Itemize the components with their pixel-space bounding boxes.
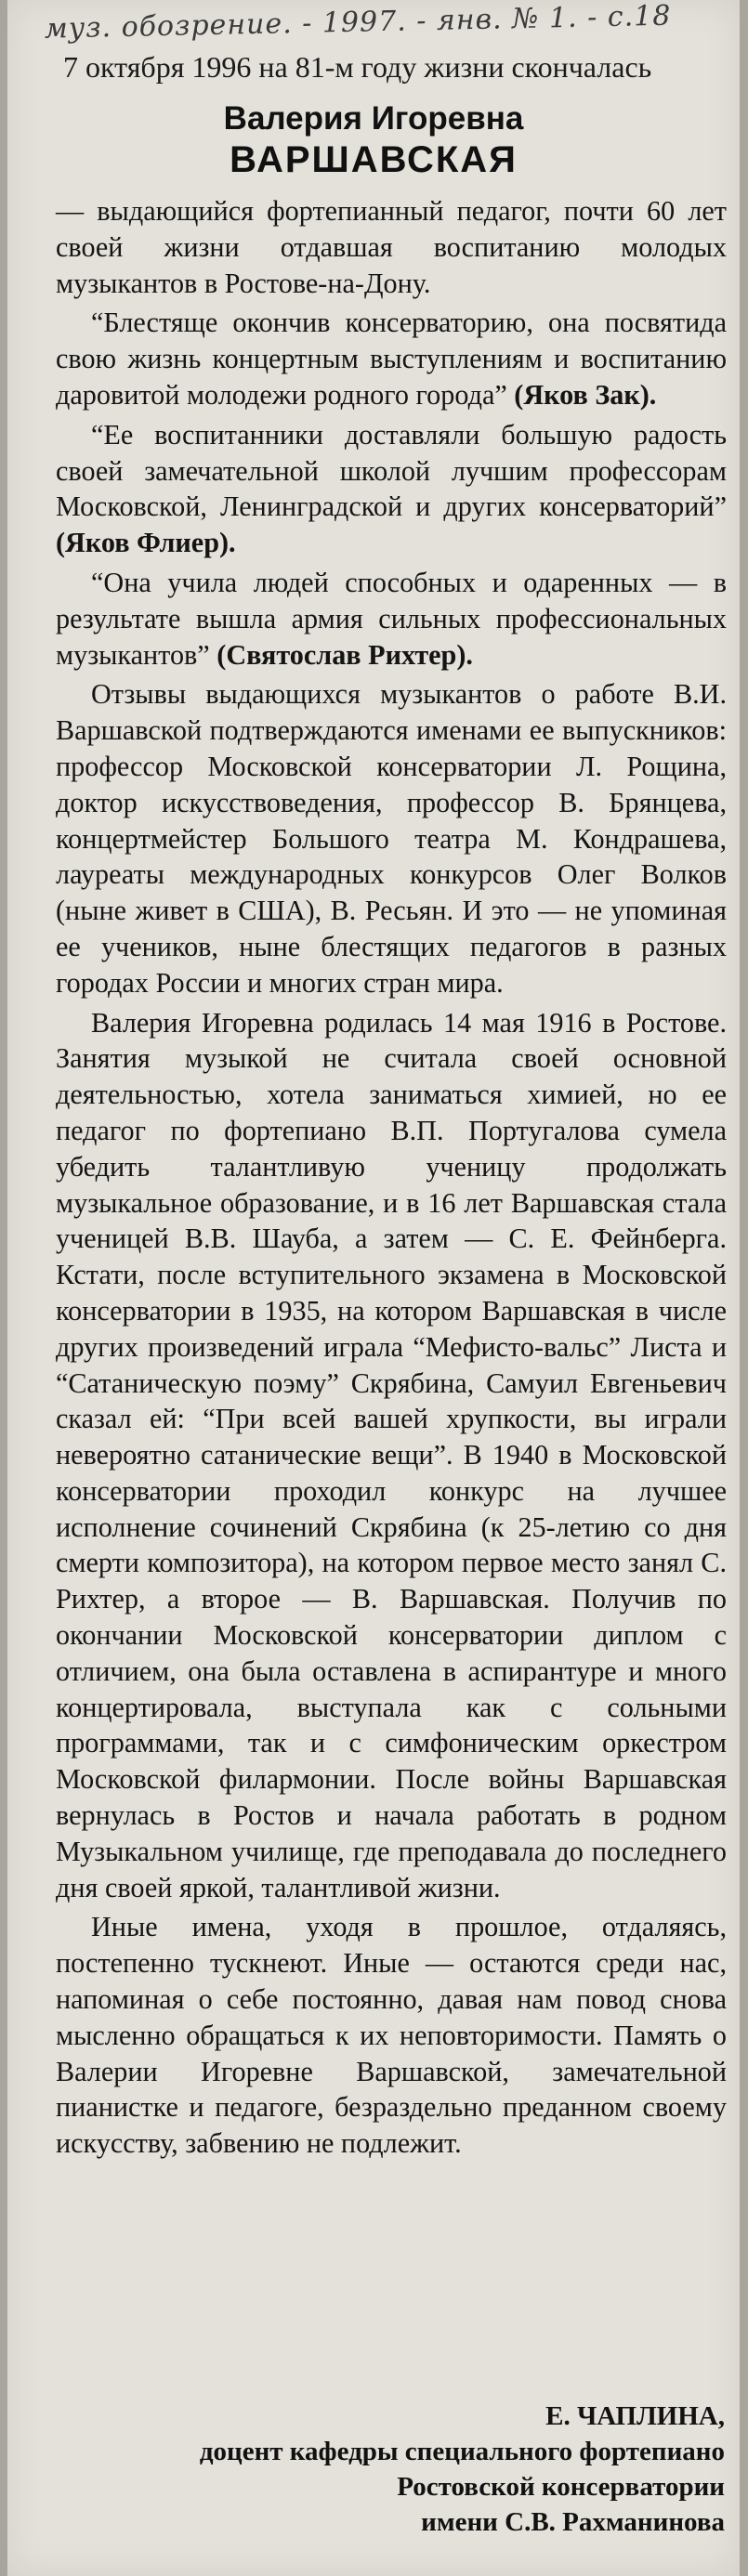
page-edge-left <box>0 0 7 2576</box>
page-edge-right <box>740 0 748 2576</box>
obituary-intro: 7 октября 1996 на 81-м году жизни скончалась <box>63 50 652 84</box>
article-body <box>56 193 727 2162</box>
quote-zak <box>56 305 727 412</box>
paragraph-intro: — выдающийся фортепианный педагог, почти 60 лет своей жизни отдавшая воспитанию молодых музыкантов в Ростове-на-Дону. <box>56 195 727 299</box>
person-first-name: Валерия Игоревна <box>223 100 524 137</box>
quote-text: “Блестяще окончив консерваторию, она посвятида свою жизнь концертным выступлениям и воспитанию даровитой молодежи родного города” <box>56 307 727 411</box>
author-title-line-3: имени С.В. Рахманинова <box>421 2507 725 2537</box>
author-title-line-2: Ростовской консерватории <box>397 2472 725 2502</box>
quote-text: “Она учила людей способных и одаренных — в результате вышла армия сильных профессиональных музыкантов” <box>56 566 727 671</box>
handwritten-source-note: муз. обозрение. - 1997. - янв. № 1. - с.18 <box>44 0 672 46</box>
author-name: Е. ЧАПЛИНА, <box>545 2401 725 2431</box>
quote-author: (Яков Зак). <box>514 378 657 411</box>
quote-flier <box>56 417 727 561</box>
signature-block <box>45 2399 725 2540</box>
quote-author: (Святослав Рихтер). <box>217 638 473 671</box>
quote-richter <box>56 565 727 673</box>
newspaper-clipping <box>7 0 740 2576</box>
person-last-name: ВАРШАВСКАЯ <box>230 139 518 180</box>
paragraph-final: Иные имена, уходя в прошлое, отдаляясь, постепенно тускнеют. Иные — остаются среди нас, напоминая о себе постоянно, давая нам повод снова мысленно обращаться к их неповторимости. Память о Валерии Игоревне Варшавской, замечательной пианистке и педагоге, безраздельно преданном своему искусству, забвению не подлежит. <box>56 1911 727 2160</box>
paragraph-reviews: Отзывы выдающихся музыкантов о работе В.И. Варшавской подтверждаются именами ее выпускников: профессор Московской консерватории Л. Рощина, доктор искусствоведения, профессор В. Брянцева, концертмейстер Большого театра М. Кондрашева, лауреаты международных конкурсов Олег Волков (ныне живет в США), В. Ресьян. И это — не упоминая ее учеников, ныне блестящих педагогов в разных городах России и многих стран мира. <box>56 678 727 999</box>
quote-author: (Яков Флиер). <box>56 527 236 559</box>
author-title-line-1: доцент кафедры специального фортепиано <box>199 2437 725 2466</box>
quote-text: “Ее воспитанники доставляли большую радость своей замечательной школой лучшим профессорам Московской, Ленинградской и других консерваторий” <box>56 418 727 523</box>
paragraph-biography: Валерия Игоревна родилась 14 мая 1916 в Ростове. Занятия музыкой не считала своей основной деятельностью, хотела заниматься химией, но ее педагог по фортепиано В.П. Португалова сумела убедить талантливую ученицу продолжать музыкальное образование, и в 16 лет Варшавская стала ученицей В.В. Шауба, а затем — С. Е. Фейнберга. Кстати, после вступительного экзамена в Московской консерватории в 1935, на котором Варшавская в числе других произведений играла “Мефисто-вальс” Листа и “Сатаническую поэму” Скрябина, Самуил Евгеньевич сказал ей: “При всей вашей хрупкости, вы играли невероятно сатанические вещи”. В 1940 в Московской консерватории проходил конкурс на лучшее исполнение сочинений Скрябина (к 25-летию со дня смерти композитора), на котором первое место занял С. Рихтер, а второе — В. Варшавская. Получив по окончании Московской консерватории диплом с отличием, она была оставлена в аспирантуре и много концертировала, выступала как с сольными программами, так и с симфоническим оркестром Московской филармонии. После войны Варшавская вернулась в Ростов и начала работать в родном Музыкальном училище, где преподавала до последнего дня своей яркой, талантливой жизни. <box>56 1006 727 1903</box>
